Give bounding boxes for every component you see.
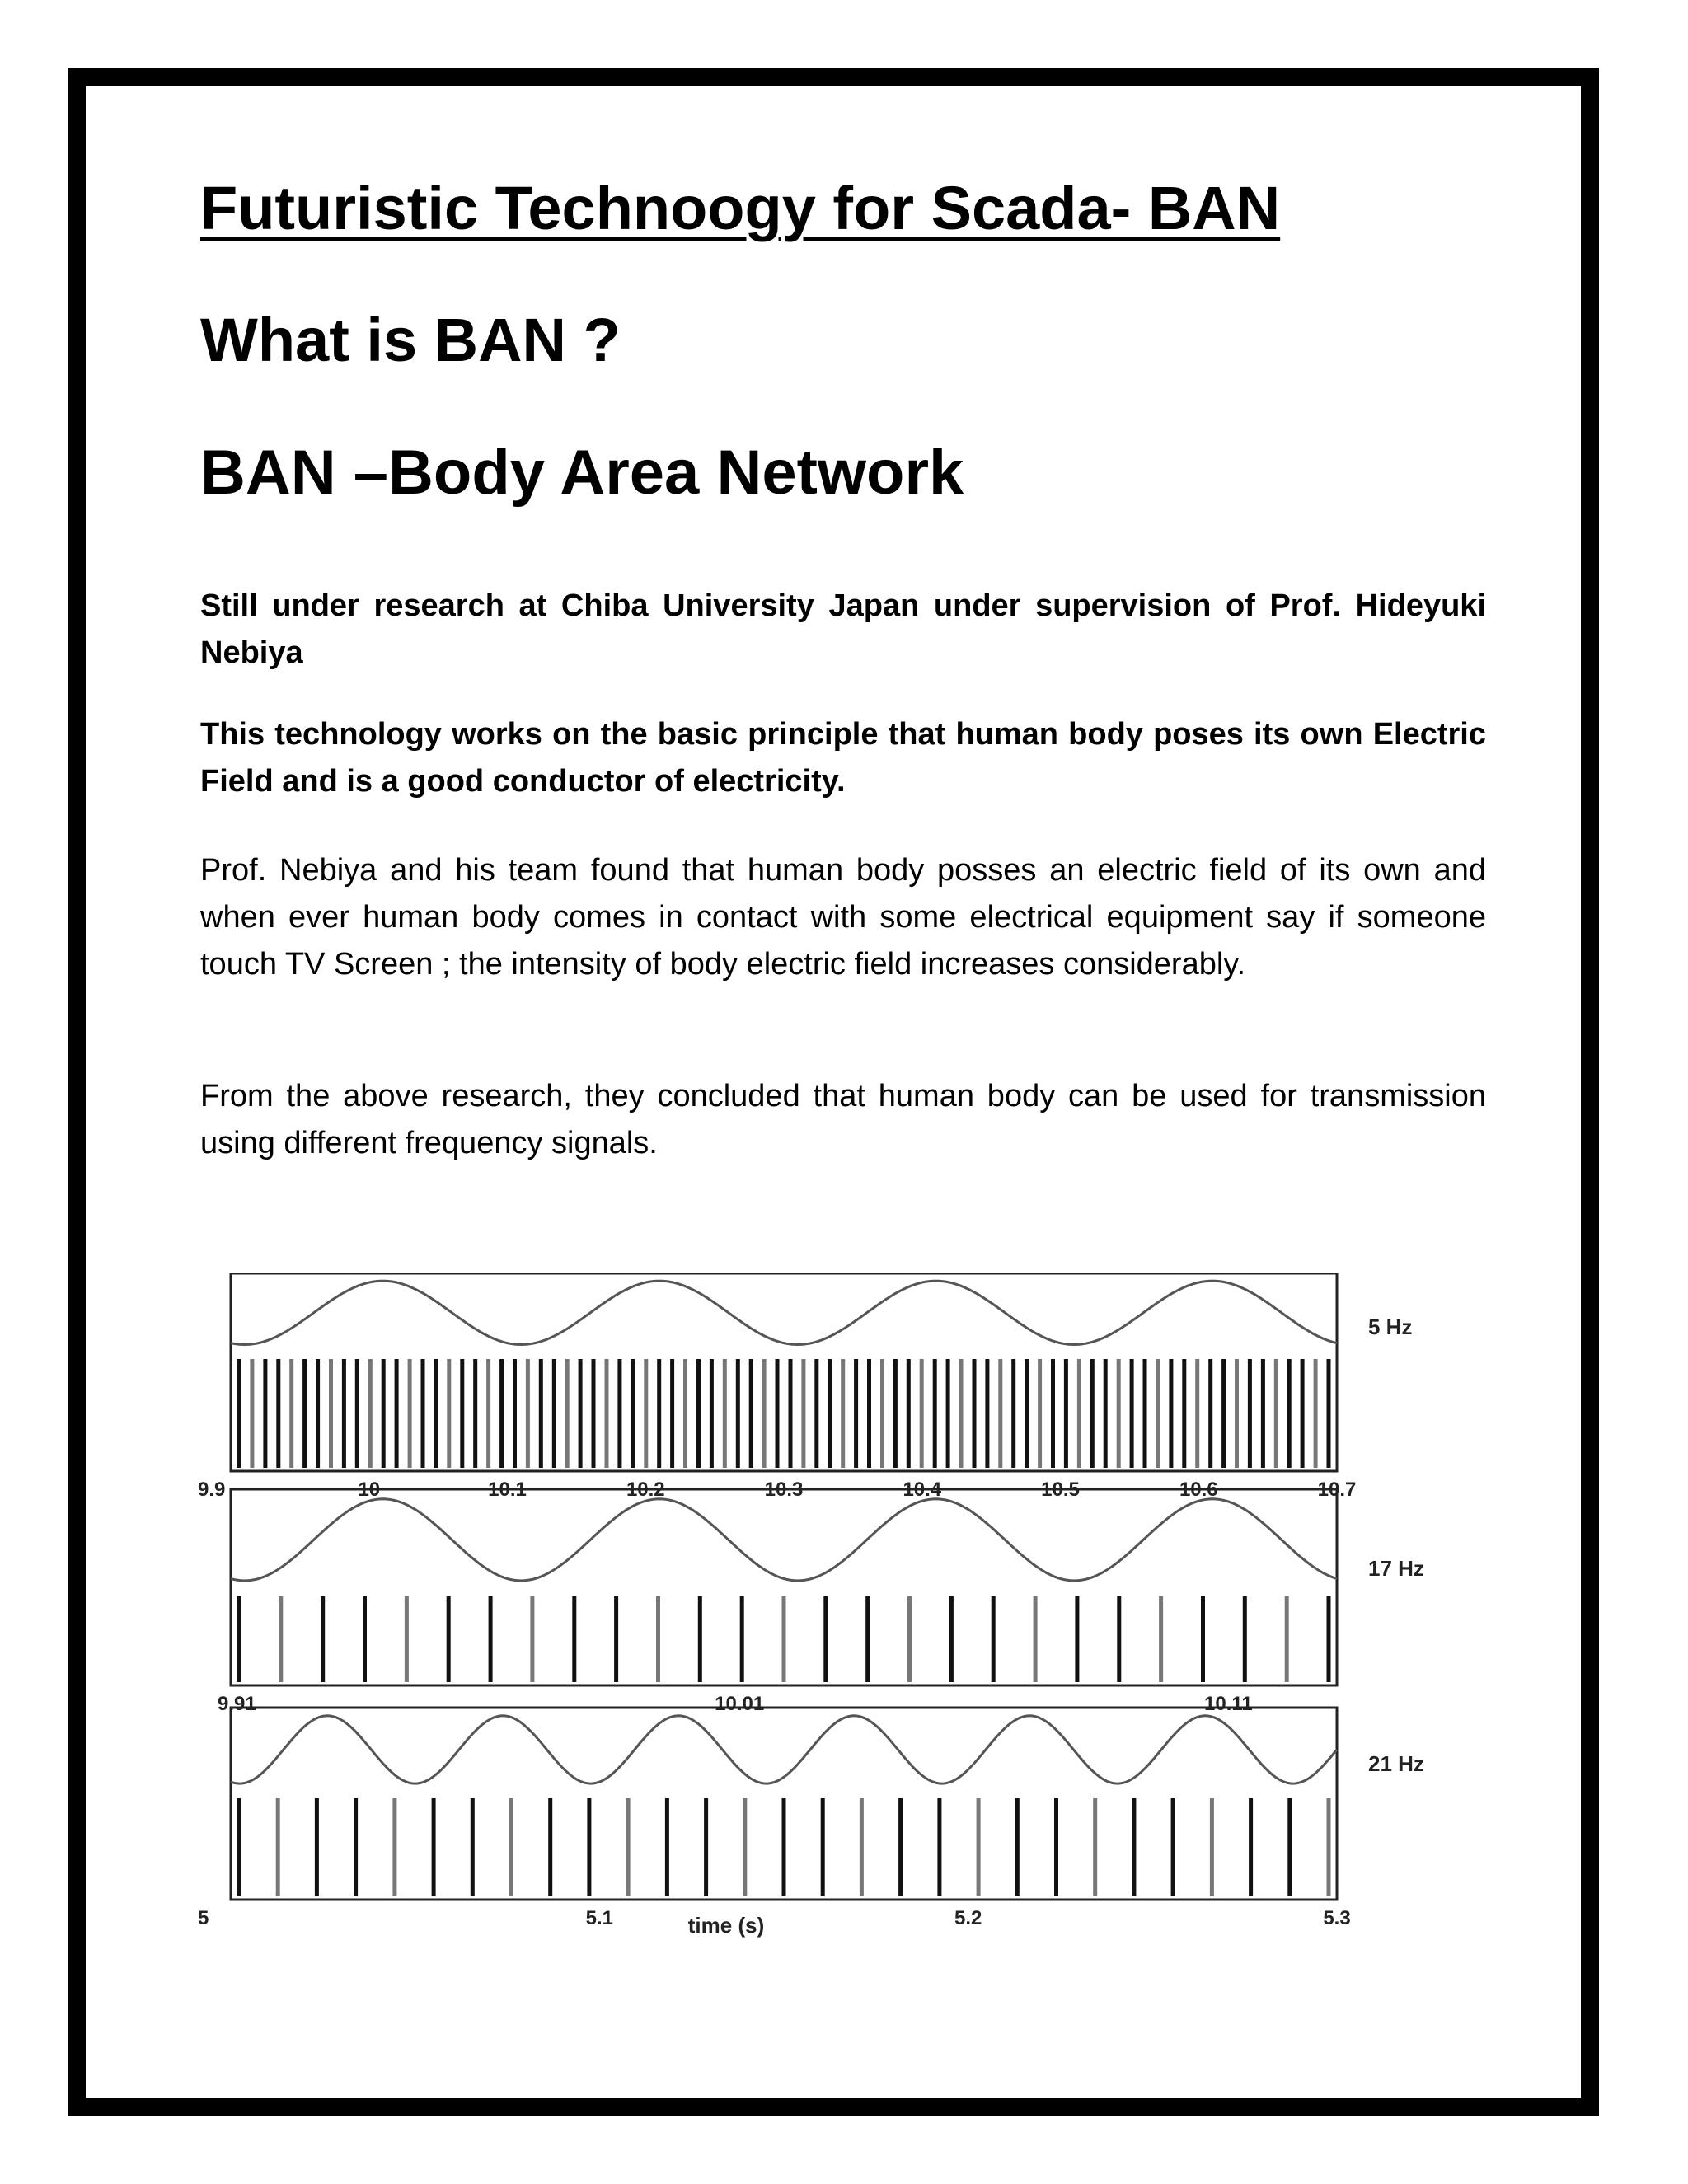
tick-label: 10.01 bbox=[715, 1693, 765, 1715]
panel-label: 5 Hz bbox=[1368, 1315, 1413, 1339]
panel-label: 21 Hz bbox=[1368, 1751, 1424, 1776]
principle-paragraph: This technology works on the basic principle that human body poses its own Electric Field and is a good conductor of electricity. bbox=[200, 717, 1486, 799]
document-title: Futuristic Technoogy for Scada- BAN bbox=[200, 174, 1281, 242]
tick-label: 10.11 bbox=[1204, 1693, 1253, 1715]
tick-label: 5.3 bbox=[1323, 1907, 1351, 1929]
tick-label: 10.1 bbox=[488, 1479, 527, 1501]
tick-label: 5.1 bbox=[585, 1907, 613, 1929]
x-axis-label: time (s) bbox=[687, 1913, 765, 1938]
sine-wave bbox=[231, 1281, 1337, 1344]
tick-label: 10.6 bbox=[1179, 1479, 1218, 1501]
panel-label: 17 Hz bbox=[1368, 1556, 1424, 1581]
tick-label: 10.2 bbox=[626, 1479, 665, 1501]
signal-figure bbox=[190, 1273, 1459, 1957]
tick-label: 9.91 bbox=[218, 1693, 256, 1715]
tick-label: 10 bbox=[358, 1479, 381, 1501]
section-question: What is BAN ? bbox=[200, 306, 621, 374]
tick-label: 10.7 bbox=[1317, 1479, 1357, 1501]
section-heading: BAN –Body Area Network bbox=[200, 438, 964, 508]
conclusion-paragraph: From the above research, they concluded that human body can be used for transmission using different frequency signals. bbox=[200, 1079, 1486, 1160]
findings-paragraph: Prof. Nebiya and his team found that human body posses an electric field of its own and when ever human body comes in contact with some electrical equipment say if someone touch TV Screen ; the intensity of body electric field increases considerably. bbox=[200, 853, 1486, 982]
sine-wave bbox=[231, 1716, 1337, 1783]
tick-label: 10.3 bbox=[764, 1479, 804, 1501]
tick-label: 5 bbox=[198, 1907, 209, 1929]
tick-label: 5.2 bbox=[954, 1907, 982, 1929]
tick-label: 10.5 bbox=[1041, 1479, 1080, 1501]
sine-wave bbox=[231, 1499, 1337, 1581]
research-paragraph: Still under research at Chiba University Japan under supervision of Prof. Hideyuki Nebiya bbox=[200, 588, 1486, 670]
tick-label: 9.9 bbox=[198, 1479, 226, 1501]
tick-label: 10.4 bbox=[903, 1479, 942, 1501]
